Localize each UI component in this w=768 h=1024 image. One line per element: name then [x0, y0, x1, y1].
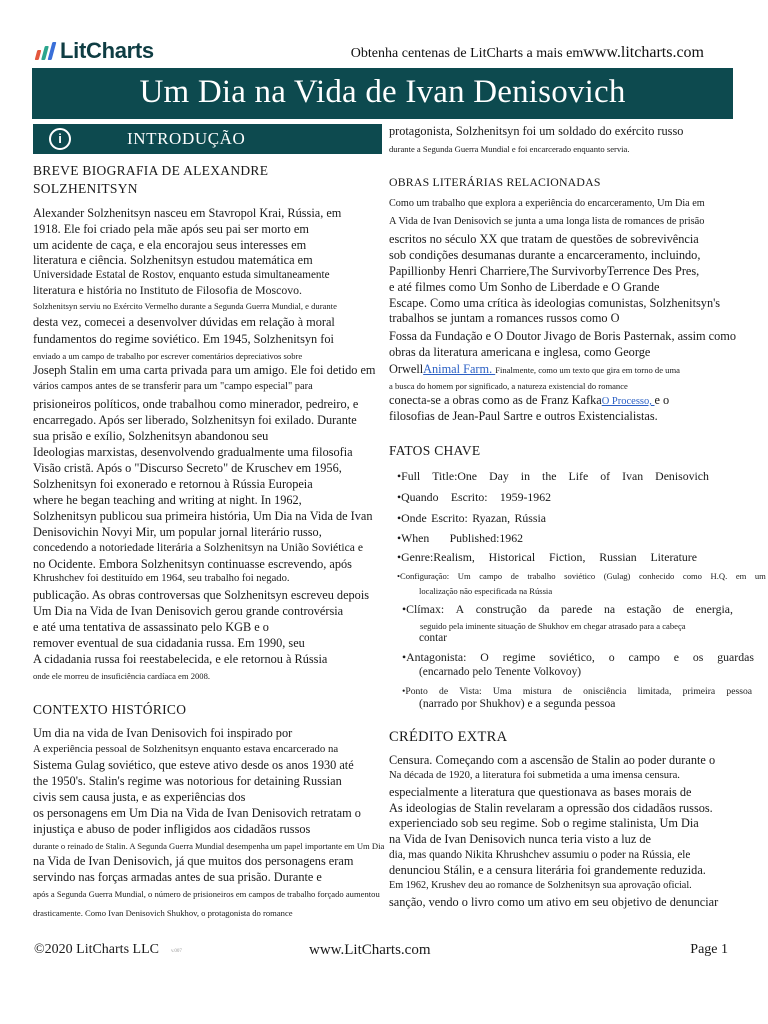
fact-word: •Clímax: [402, 602, 445, 616]
fact-word: Ivan [622, 469, 644, 483]
fact-word: Ryazan, [472, 511, 511, 525]
orwell-line [389, 361, 680, 378]
bio-line: 1918. Ele foi criado pela mãe após seu pai ser morto em [33, 222, 309, 236]
section-label: INTRODUÇÃO [127, 129, 246, 148]
fact-word: soviético, [549, 650, 595, 664]
facts-heading: FATOS CHAVE [389, 443, 481, 458]
credit-line: Censura. Começando com a ascensão de Stalin ao poder durante o [389, 753, 716, 767]
fact-word: Um [457, 571, 471, 581]
bio-line: concedendo a notoriedade literária a Solzhenitsyn na União Soviética e [33, 541, 363, 554]
bio-line: um acidente de caça, e ela encorajou seus interesses em [33, 238, 307, 252]
related-line: Escape. Como uma crítica às ideologias comunistas, Solzhenitsyn's [389, 296, 721, 310]
fact-word: •Onde [397, 511, 427, 525]
kafka-text-tail: e o [654, 393, 670, 407]
bio-line: Solzhenitsyn publicou sua primeira história, Um Dia na Vida de Ivan [33, 509, 373, 523]
fact-word: Published:1962 [449, 531, 523, 545]
page-number: Page 1 [690, 942, 728, 957]
bio-line: encarregado. Após ser liberado, Solzhenitsyn foi exilado. Durante [33, 413, 357, 427]
fact-word: Title:One [432, 469, 478, 483]
fact-word: Life [568, 469, 589, 483]
bio-heading: SOLZHENITSYN [33, 181, 138, 196]
fact-word: construção [475, 602, 527, 616]
tagline-url-link[interactable]: www.litcharts.com [583, 44, 704, 61]
fact-pov-cont: (narrado por Shukhov) e a segunda pessoa [419, 697, 616, 710]
fact-word: the [542, 469, 557, 483]
fact-word: trabalho [527, 571, 556, 581]
bio-line: prisioneiros políticos, onde trabalhou como minerador, pedreiro, e [33, 397, 359, 411]
credit-line: dia, mas quando Nikita Khrushchev assumiu o poder na Rússia, ele [389, 849, 691, 861]
fact-word: pessoa [726, 686, 752, 697]
bio-line: no Ocidente. Embora Solzhenitsyn continuasse escrevendo, após [33, 557, 352, 571]
bio-line: fundamentos do regime soviético. Em 1945, Solzhenitsyn foi [33, 332, 334, 346]
fact-word: Vista: [459, 686, 482, 697]
fact-climax-cont: contar [419, 632, 447, 644]
fact-word: Escrito: [450, 490, 488, 504]
bio-line: enviado a um campo de trabalho por escrever comentários depreciativos sobre [33, 351, 303, 361]
fact-word: O [480, 650, 489, 664]
fact-word: parede [561, 602, 593, 616]
orwell-text-small: Finalmente, como um texto que gira em torno de uma [495, 365, 680, 375]
fact-word: e [673, 650, 680, 664]
related-line: Como um trabalho que explora a experiência do encarceramento, Um Dia em [389, 198, 705, 209]
bio-line: Denisovichin Novyi Mir, um popular jornal literário russo, [33, 525, 322, 539]
fact-word: onisciência [583, 686, 627, 697]
top-bar [36, 38, 732, 68]
bio-line: sua prisão e exílio, Solzhenitsyn abandonou seu [33, 429, 269, 443]
bio-line: vários campos antes de se transferir para um "campo especial" para [33, 381, 313, 392]
bio-line: Visão cristã. Após o "Discurso Secreto" de Kruschev em 1956, [33, 461, 342, 475]
fact-word: •Ponto [402, 686, 428, 697]
fact-word: estação [626, 602, 662, 616]
related-line: filosofias de Jean-Paul Sartre e outros Existencialistas. [389, 409, 658, 423]
animal-farm-link[interactable]: Animal Farm. [423, 362, 496, 376]
fact-written [397, 489, 551, 505]
related-line: Papillionby Henri Charriere,The SurvivorbyTerrence Des Pres, [389, 264, 700, 278]
fact-word: Day [489, 469, 509, 483]
history-line: drasticamente. Como Ivan Denisovich Shukhov, o protagonista do romance [33, 908, 293, 918]
fact-word: em [735, 571, 747, 581]
fact-antagonist-cont: (encarnado pelo Tenente Volkovoy) [419, 666, 582, 678]
fact-word: of [600, 469, 611, 483]
fact-word: Fiction, [549, 550, 586, 564]
related-line: obras da literatura americana e inglesa, como George [389, 345, 651, 359]
credit-heading: CRÉDITO EXTRA [389, 729, 508, 745]
page-title: Um Dia na Vida de Ivan Denisovich [139, 74, 626, 110]
bio-heading: BREVE BIOGRAFIA DE ALEXANDRE [33, 163, 269, 178]
history-line: the 1950's. Stalin's regime was notorious for detaining Russian [33, 774, 342, 788]
history-line: os personagens em Um Dia na Vida de Ivan Denisovich retratam o [33, 806, 361, 820]
title-banner [32, 68, 733, 119]
bio-line: e até uma tentativa de assassinato pelo KGB e o [33, 620, 269, 634]
credit-line: denunciou Stálin, e a censura literária foi grandemente reduzida. [389, 863, 706, 877]
bio-line: literatura e ciência. Solzhenitsyn estudou matemática em [33, 253, 313, 267]
info-icon: i [49, 128, 71, 150]
fact-setting-cont: localização não especificada na Rússia [419, 586, 553, 596]
fact-word: conhecido [638, 571, 675, 581]
fact-word: •Genre:Realism, [397, 550, 475, 564]
history-line: A experiência pessoal de Solzhenitsyn enquanto estava encarcerado na [33, 743, 339, 755]
credit-line: Na década de 1920, a literatura foi submetida a uma imensa censura. [389, 770, 680, 781]
related-line: escritos no século XX que tratam de questões de sobrevivência [389, 232, 699, 246]
bio-line: Universidade Estatal de Rostov, enquanto estuda simultaneamente [33, 269, 330, 281]
page-footer [34, 942, 728, 964]
fact-setting [397, 568, 766, 584]
related-heading: OBRAS LITERÁRIAS RELACIONADAS [389, 175, 601, 189]
bio-line: publicação. As obras controversas que Solzhenitsyn escreveu depois [33, 588, 370, 602]
history-line: Um dia na vida de Ivan Denisovich foi inspirado por [33, 726, 293, 740]
version-label: v.007 [171, 949, 182, 954]
fact-climax [402, 601, 733, 617]
litcharts-logo[interactable] [36, 38, 154, 64]
kafka-text: conecta-se a obras como as de Franz Kafka [389, 393, 602, 407]
tagline [351, 44, 704, 62]
fact-word: guardas [717, 650, 754, 664]
fact-word: 1959-1962 [499, 490, 551, 504]
fact-word: de [510, 571, 519, 581]
logo-text: LitCharts [60, 38, 154, 63]
fact-word: in [520, 469, 530, 483]
bio-line: literatura e história no Instituto de Filosofia de Moscovo. [33, 283, 302, 297]
fact-word: •Quando [397, 490, 439, 504]
fact-word: limitada, [637, 686, 672, 697]
fact-antagonist [402, 649, 754, 665]
logo-bars-icon [36, 42, 54, 60]
fact-word: regime [502, 650, 536, 664]
bio-line: Um Dia na Vida de Ivan Denisovich gerou grande controvérsia [33, 604, 344, 618]
fact-full-title [397, 468, 709, 484]
fact-word: Historical [488, 550, 536, 564]
credit-line: Em 1962, Krushev deu ao romance de Solzhenitsyn sua aprovação oficial. [389, 880, 692, 891]
history-line: durante o reinado de Stalin. A Segunda Guerra Mundial desempenha um papel importante em Um Dia [33, 841, 385, 851]
fact-word: Uma [492, 686, 512, 697]
related-line: e até filmes como Um Sonho de Liberdade e O Grande [389, 280, 660, 294]
related-line: trabalhos se juntam a romances russos como O [389, 311, 620, 325]
credit-line: sanção, vendo o livro como um ativo em seu objetivo de denunciar [389, 895, 719, 909]
section-banner-introduction [33, 124, 382, 154]
related-line: a busca do homem por significado, a natureza existencial do romance [389, 381, 628, 391]
fact-word: da [538, 602, 550, 616]
credit-line: na Vida de Ivan Denisovich nunca teria visto a luz de [389, 832, 651, 846]
fact-word: de [562, 686, 572, 697]
fact-word: como [682, 571, 702, 581]
history-line: injustiça e abuso de poder infligidos aos cidadãos russos [33, 822, 311, 836]
tagline-text: Obtenha centenas de LitCharts a mais em [350, 46, 584, 61]
fact-word: Escrito: [431, 511, 468, 525]
history-line: Sistema Gulag soviético, que esteve ativo desde os anos 1930 até [33, 758, 354, 772]
fact-word: •Antagonista: [402, 650, 467, 664]
bio-line: Solzhenitsyn serviu no Exército Vermelho durante a Segunda Guerra Mundial, e durante [33, 301, 337, 311]
bio-line: remover eventual de sua cidadania russa. Em 1990, seu [33, 636, 305, 650]
fact-word: H.Q. [710, 571, 728, 581]
bio-line: onde ele morreu de insuficiência cardíaca em 2008. [33, 671, 211, 681]
fact-word: Russian [599, 550, 637, 564]
bio-line: where he began teaching and writing at night. In 1962, [33, 493, 302, 507]
history-line: na Vida de Ivan Denisovich, já que muitos dos personagens eram [33, 854, 354, 868]
history-line: servindo nas forças armadas antes de sua prisão. Durante e [33, 870, 322, 884]
fact-word: A [455, 602, 465, 616]
fact-climax-cont: seguido pela iminente situação de Shukhov em chegar atrasado para a cabeça [420, 621, 686, 631]
fact-word: soviético [564, 571, 596, 581]
credit-line: especialmente a literatura que questionava as bases morais de [389, 785, 692, 799]
fact-word: os [692, 650, 704, 664]
credit-line: As ideologias de Stalin revelaram a opressão dos cidadãos russos. [389, 801, 713, 815]
bio-line: Khrushchev foi destituído em 1964, seu trabalho foi negado. [33, 573, 290, 584]
o-processo-link[interactable]: O Processo, [601, 396, 655, 407]
carry-line: protagonista, Solzhenitsyn foi um soldado do exército russo [389, 124, 684, 138]
footer-site-link[interactable]: www.LitCharts.com [309, 942, 431, 958]
fact-word: na [603, 602, 616, 616]
related-line: sob condições desumanas durante a encarceramento, incluindo, [389, 248, 701, 262]
credit-line: experienciado sob seu regime. Sob o regime stalinista, Um Dia [389, 816, 699, 830]
carry-line: durante a Segunda Guerra Mundial e foi encarcerado enquanto servia. [389, 144, 630, 154]
orwell-text: Orwell [389, 362, 424, 376]
bio-line: Ideologias marxistas, desenvolvendo gradualmente uma filosofia [33, 445, 353, 459]
fact-word: Rússia [514, 511, 546, 525]
bio-line: A cidadania russa foi reestabelecida, e ele retornou à Rússia [33, 652, 328, 666]
bio-line: Solzhenitsyn foi exonerado e retornou à Rússia Europeia [33, 477, 313, 491]
fact-published [397, 530, 523, 546]
fact-word: campo [628, 650, 660, 664]
fact-word: campo [479, 571, 503, 581]
fact-word: •When [397, 531, 430, 545]
fact-word: •Full [397, 469, 421, 483]
fact-word: Literature [650, 550, 697, 564]
fact-word: de [439, 686, 449, 697]
fact-genre [397, 549, 697, 565]
fact-word: Denisovich [655, 469, 709, 483]
fact-where [397, 510, 546, 526]
fact-word: energia, [695, 602, 733, 616]
fact-word: de [672, 602, 684, 616]
bio-line: Alexander Solzhenitsyn nasceu em Stavropol Krai, Rússia, em [33, 206, 342, 220]
fact-word: primeira [682, 686, 716, 697]
history-line: após a Segunda Guerra Mundial, o número de prisioneiros em campos de trabalho forçado aumentou [33, 889, 380, 899]
bio-line: Joseph Stalin em uma carta privada para um amigo. Ele foi detido em [33, 363, 376, 377]
related-line: Fossa da Fundação e O Doutor Jivago de Boris Pasternak, assim como [389, 329, 736, 343]
related-line: A Vida de Ivan Denisovich se junta a uma longa lista de romances de prisão [389, 216, 705, 227]
history-line: civis sem causa justa, e as experiências dos [33, 790, 246, 804]
fact-word: um [754, 571, 766, 581]
fact-word: o [608, 650, 615, 664]
fact-word: mistura [522, 686, 552, 697]
bio-line: desta vez, comecei a desenvolver dúvidas em relação à moral [33, 315, 335, 329]
history-heading: CONTEXTO HISTÓRICO [33, 702, 187, 717]
copyright: ©2020 LitCharts LLC [34, 942, 159, 957]
fact-word: (Gulag) [603, 571, 631, 581]
fact-word: •Configuração: [397, 571, 450, 581]
